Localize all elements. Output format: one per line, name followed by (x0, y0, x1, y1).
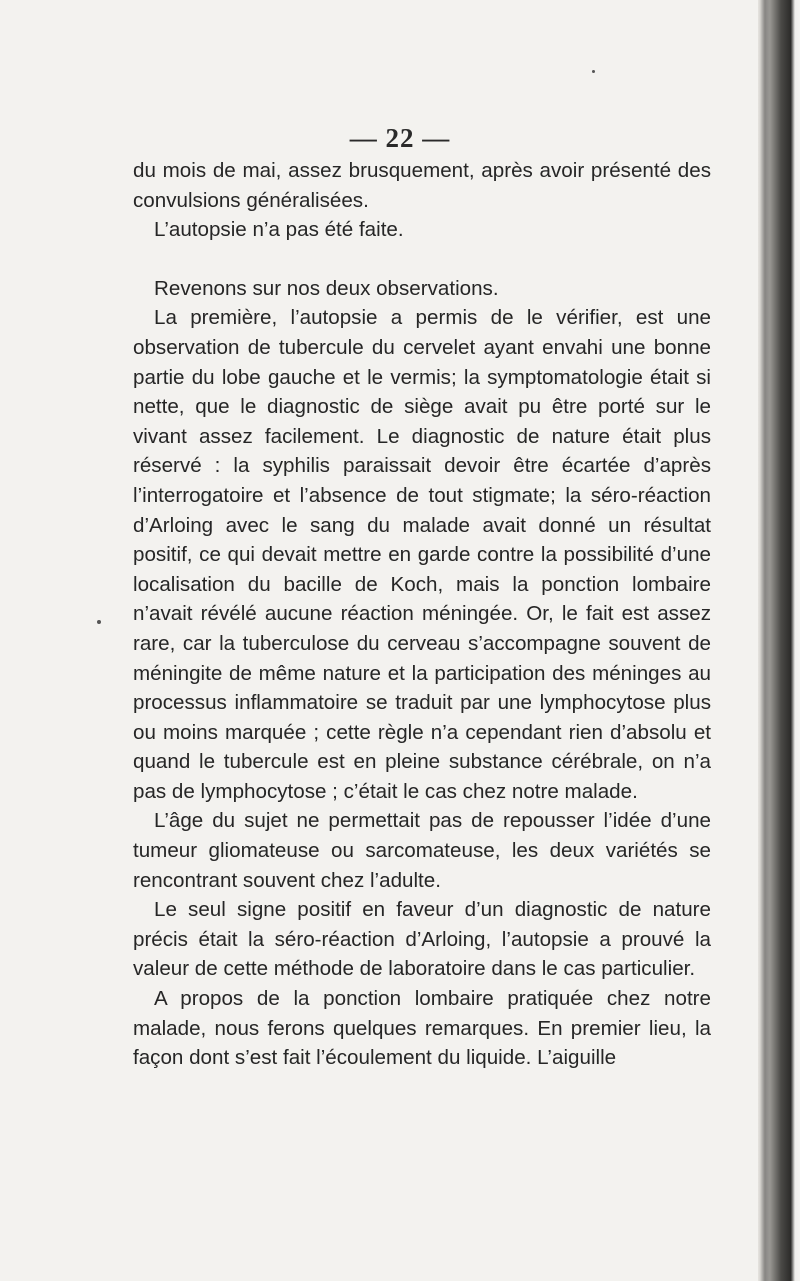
paragraph: La première, l’autopsie a permis de le vérifier, est une observation de tubercule du cervelet ayant envahi une bonne partie du lobe gauche et le vermis; la symptomatologie était si nette, que le diagnostic de siège avait pu être porté sur le vivant assez facilement. Le diagnostic de nature était plus réservé : la syphilis paraissait devoir être écartée d’après l’interrogatoire et l’absence de tout stigmate; la séro-réaction d’Arloing avec le sang du malade avait donné un résultat positif, ce qui devait mettre en garde contre la possibilité d’une localisation du bacille de Koch, mais la ponction lombaire n’avait révélé aucune réaction méningée. Or, le fait est assez rare, car la tuberculose du cerveau s’accompagne souvent de méningite de même nature et la participation des méninges au processus inflammatoire se traduit par une lymphocytose plus ou moins marquée ; cette règle n’a cependant rien d’absolu et quand le tubercule est en pleine substance cérébrale, on n’a pas de lymphocytose ; c’était le cas chez notre malade. (133, 306, 711, 803)
page-number: — 22 — (349, 123, 451, 153)
body-text (133, 156, 711, 1073)
paragraph: L’autopsie n’a pas été faite. (154, 218, 404, 242)
paragraph: du mois de mai, assez brusquement, après avoir présenté des convulsions généralisées. (133, 159, 711, 212)
paragraph: Le seul signe positif en faveur d’un diagnostic de nature précis était la séro-réaction d’Arloing, l’autopsie a prouvé la valeur de cette méthode de laboratoire dans le cas particulier. (133, 898, 711, 981)
paper-speck (592, 70, 595, 73)
paragraph: Revenons sur nos deux observations. (154, 276, 499, 300)
paragraph: A propos de la ponction lombaire pratiquée chez notre malade, nous ferons quelques remarques. En premier lieu, la façon dont s’est fait l’écoulement du liquide. L’aiguille (133, 987, 711, 1070)
binding-shadow (760, 0, 770, 1281)
paper-speck (97, 620, 101, 624)
paragraph: L’âge du sujet ne permettait pas de repousser l’idée d’une tumeur gliomateuse ou sarcomateuse, les deux variétés se rencontrant souvent chez l’adulte. (133, 809, 711, 892)
